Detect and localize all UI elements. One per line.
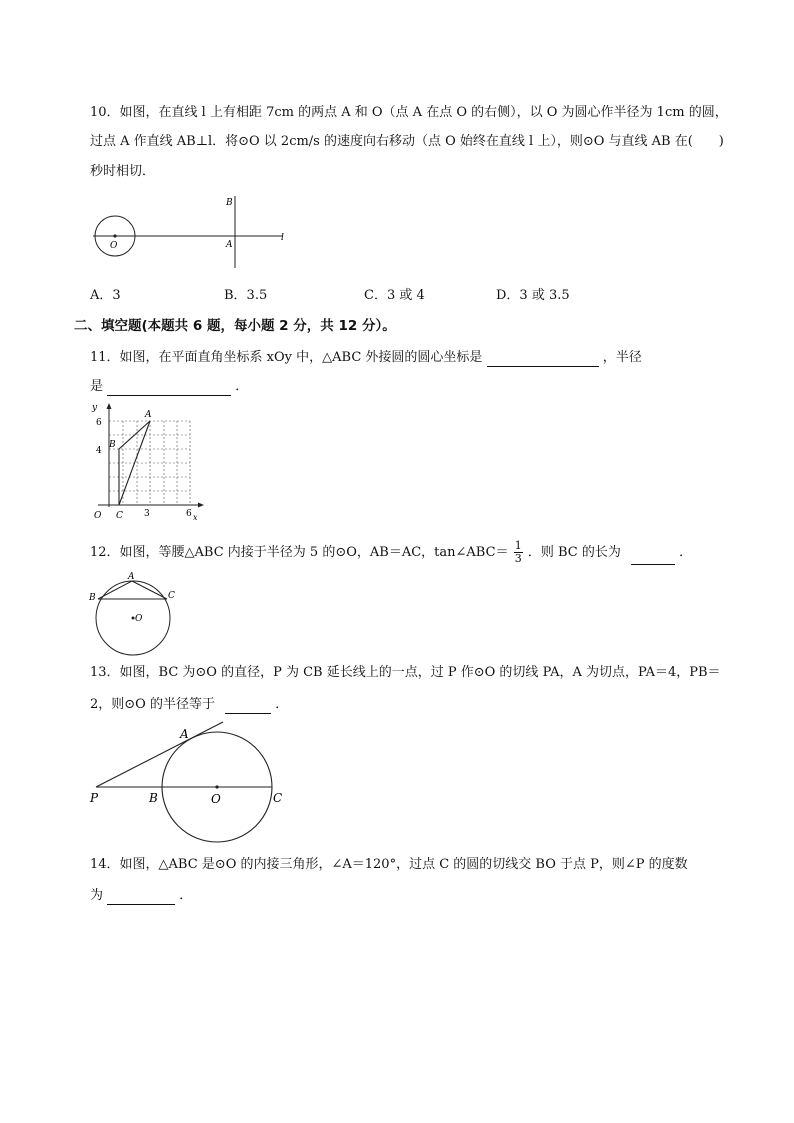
q13-label-P: P: [90, 791, 99, 805]
q14-text2-tail: ．: [179, 888, 193, 903]
q14-blank[interactable]: [107, 891, 175, 905]
q12-line: [90, 540, 692, 565]
q11-tick-y6: 6: [96, 418, 102, 428]
q12-label-B: B: [89, 593, 96, 603]
q12-text-end: ．: [679, 545, 693, 560]
q12-denominator: 3: [514, 552, 522, 565]
q10-label-B: B: [226, 198, 233, 208]
q14-line1: 14．如图，△ABC 是⊙O 的内接三角形，∠A＝120°，过点 C 的圆的切线交 BO 于点 P，则∠P 的度数: [90, 857, 688, 872]
q11-label-x: x: [193, 513, 198, 522]
q11-label-A: A: [145, 410, 152, 420]
q13-label-O: O: [211, 792, 221, 806]
q11-blank-center[interactable]: [487, 353, 599, 367]
q14-text2: 为: [90, 888, 104, 903]
q12-blank[interactable]: [631, 551, 675, 565]
q13-text2-tail: ．: [275, 697, 289, 712]
q12-numerator: 1: [514, 539, 522, 552]
q13-label-A: A: [180, 727, 189, 741]
q12-fraction: [514, 540, 523, 565]
q10-label-O: O: [110, 241, 118, 251]
q12-figure: [86, 570, 178, 656]
q10-choice-b[interactable]: B．3.5: [224, 288, 268, 303]
q12-label-A: A: [128, 572, 135, 582]
q11-tick-6: 6: [186, 509, 192, 519]
q12-text-post: ．则 BC 的长为: [527, 545, 621, 560]
q10-choice-a[interactable]: A．3: [90, 288, 121, 303]
q11-label-B: B: [109, 440, 116, 450]
q13-label-B: B: [149, 791, 158, 805]
q11-text: 11．如图，在平面直角坐标系 xOy 中，△ABC 外接圆的圆心坐标是: [90, 350, 483, 365]
q11-line2: [90, 378, 248, 396]
q11-text2-tail: ．: [235, 379, 249, 394]
q12-label-C: C: [168, 591, 175, 601]
q11-label-O: O: [94, 511, 102, 521]
q10-line1: 10．如图，在直线 l 上有相距 7cm 的两点 A 和 O（点 A 在点 O 的右侧），以 O 为圆心作半径为 1cm 的圆，: [90, 105, 728, 120]
q11-label-C: C: [116, 511, 123, 521]
q10-line2: 过点 A 作直线 AB⊥l．将⊙O 以 2cm/s 的速度向右移动（点 O 始终在直线 l 上），则⊙O 与直线 AB 在( ): [90, 134, 724, 149]
q11-tick-y4: 4: [96, 446, 102, 456]
q11-label-y: y: [92, 403, 98, 413]
q11-text-tail: ，半径: [602, 350, 642, 365]
q13-label-C: C: [273, 791, 283, 805]
q13-blank[interactable]: [225, 700, 271, 714]
q11-coordinate-figure: [88, 400, 210, 526]
q13-line1: 13．如图，BC 为⊙O 的直径，P 为 CB 延长线上的一点，过 P 作⊙O 的切线 PA，A 为切点，PA＝4，PB＝: [90, 665, 721, 680]
q13-line2: [90, 696, 288, 714]
q11-text2: 是: [90, 379, 104, 394]
q12-text: 12．如图，等腰△ABC 内接于半径为 5 的⊙O，AB＝AC，tan∠ABC＝: [90, 545, 509, 560]
q10-line3: 秒时相切．: [90, 164, 156, 179]
q13-figure: [86, 718, 296, 844]
q12-label-O: O: [135, 614, 143, 624]
q11-blank-radius[interactable]: [107, 382, 231, 396]
q10-choice-c[interactable]: C．3 或 4: [364, 288, 425, 303]
q13-text2: 2，则⊙O 的半径等于: [90, 697, 215, 712]
q14-line2: [90, 887, 192, 905]
q10-figure: [85, 192, 295, 272]
q11-tick-3: 3: [144, 509, 150, 519]
q10-label-A: A: [226, 240, 233, 250]
section-2-title: 二、填空题(本题共 6 题，每小题 2 分，共 12 分）。: [74, 318, 396, 334]
q10-label-l: l: [281, 233, 284, 243]
q11-line1: [90, 349, 642, 367]
q10-choice-d[interactable]: D．3 或 3.5: [496, 288, 570, 303]
